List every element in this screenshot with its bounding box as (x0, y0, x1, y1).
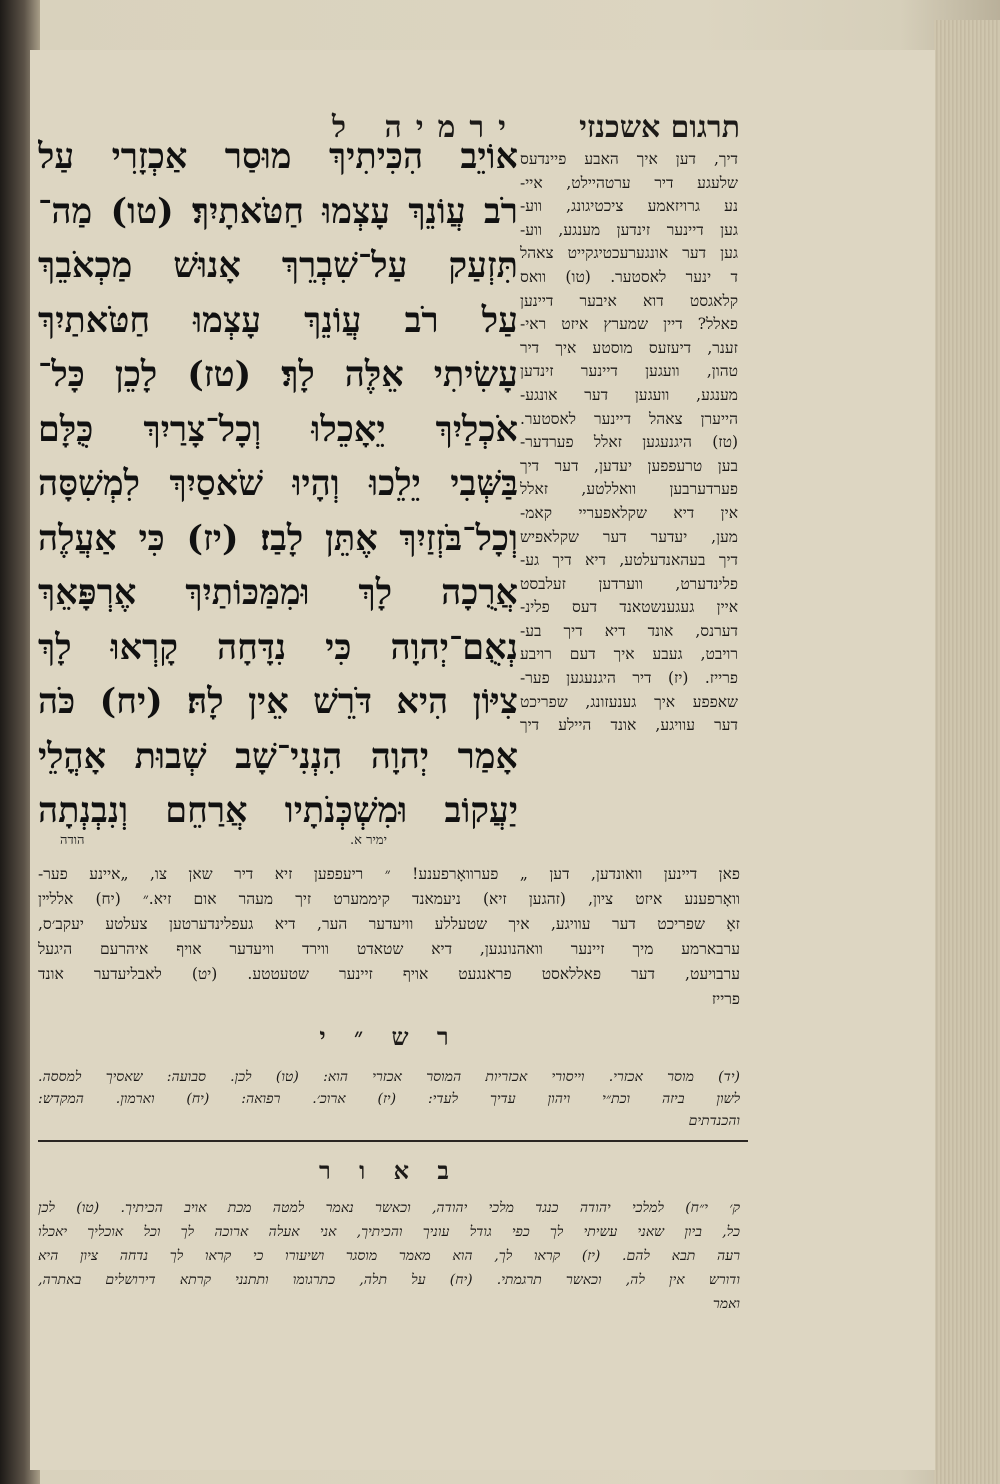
rashi-title: ר ש ״ י (319, 1022, 459, 1051)
rashi-line: והכנדתים (688, 1113, 740, 1129)
beur-line: ק׳ י״ח) למלכי יהודה כנגד מלכי יהודה, וכאשר נאמר למטה מכת אויב הכיתיך. (טו) לכן (38, 1200, 740, 1216)
yiddish-continuation-line: זאָ שפריכט דער עוויגע, איך שטעללע וויעדער הער, דיא געפלינדערטען צעלטע יעקב׳ס, (38, 915, 740, 933)
hebrew-line: אֹכְלַיִךְ יֵאָכֵלוּ וְכָל־צָרַיִךְ כֻּלָּם (38, 408, 518, 450)
yiddish-line: נע גרויזאמע ציכטיגונג, ווע- (520, 197, 738, 216)
rashi-line: לשון ביזה וכת״י ויהון עדיך לעדי: (יז) ארוכ׳. רפואה: (יח) וארמון. המקדש: (38, 1091, 740, 1107)
hebrew-line: עָשִׂיתִי אֵלֶּה לָךְ׃ (טז) לָכֵן כָּל־ (38, 354, 518, 395)
beur-title: ב א ו ר (319, 1156, 459, 1185)
yiddish-line: רויבט, געבע איך דעם רויבע (520, 645, 738, 664)
yiddish-line: גען דיינער זינדען מענגע, ווע- (520, 220, 738, 239)
yiddish-line: זענר, דיעזעס מוסטע איך דיר (520, 338, 738, 357)
beur-line: ואמר (712, 1296, 740, 1312)
hebrew-line: רֹב עֲוֹנֵךְ עָצְמוּ חַטֹּאתָיִךְ׃ (טו) מַה־ (38, 190, 518, 232)
beur-line: רעה תבא להם. (יז) קראו לך, הוא מאמר מוסגר ושיעורו כי קראו לך נדחה ציון היא (38, 1248, 740, 1264)
hebrew-text-column (38, 130, 518, 830)
page-fore-edge (934, 20, 1000, 1484)
yiddish-continuation-line: ערבויעט, דער פאללאסט פראנגעט אויף זיינער שטעטטע. (יט) לאבליעדער אונד (38, 965, 740, 983)
beur-line: כל, ביון שאני עשיתי לך כפי גודל עוניך והכיתיך, אני אעלה ארוכה לך וכל אוכליך יאכלו (38, 1224, 740, 1240)
yiddish-line: אין דיא שקלאפעריי קאמ- (520, 503, 738, 522)
yiddish-continuation-line: ערבארמע מיך זיינער וואהנונגען, דיא שטאדט ווירד וויעדער אויף איהרעם היגעל (38, 940, 740, 958)
yiddish-line: פלינדערט, ווערדען זעלבסט (520, 574, 738, 593)
beur-commentary-block (38, 1196, 740, 1316)
running-header-translation: תרגום אשכנזי (579, 110, 740, 145)
hebrew-line: צִיּוֹן הִיא דֹּרֵשׁ אֵין לָהּ׃ (יח) כֹּה (38, 681, 518, 722)
yiddish-line: (טז) היגנעגען זאלל פערדער- (520, 433, 738, 452)
yiddish-line: דיך, דען איך האבע פיינדעס (520, 150, 738, 168)
running-header-book: ירמיה ל (332, 110, 520, 145)
rashi-commentary-block (38, 1066, 740, 1132)
yiddish-line: פאלל? דיין שמערץ איזט ראי- (520, 315, 738, 334)
yiddish-continuation-line: פאן דיינען וואונדען, דען „ פערוואָרפענע! ״ ריעפפען זיא דיר שאן צו, „איינע פער- (38, 865, 740, 883)
catchword-middle: ימיר א. (350, 833, 387, 848)
catchword-left: הודה (60, 833, 85, 848)
yiddish-line: דיך בעהאנדעלטע, דיא דיך גע- (520, 551, 738, 570)
yiddish-line: מענגע, וועגען דער אונגע- (520, 385, 738, 404)
hebrew-line: תִּזְעַק עַל־שִׁבְרֵךְ אָנוּשׁ מַכְאֹבֵךְ (38, 245, 518, 286)
yiddish-line: מען, יעדער דער שקלאפיש (520, 527, 738, 546)
yiddish-line: שלעגע דיר ערטהיילט, איי- (520, 173, 738, 192)
yiddish-line: בען טרעפפען יעדען, דער דיך (520, 456, 738, 475)
hebrew-line: אֲרֻכָה לָךְ וּמִמַּכּוֹתַיִךְ אֶרְפָּאֵךְ (38, 572, 518, 613)
yiddish-line: שאפפע איך גענעזונג, שפריכט (520, 692, 738, 711)
yiddish-line: טהון, וועגען דיינער זינדען (520, 362, 738, 381)
yiddish-line: ד ינער לאסטער. (טו) וואס (520, 267, 738, 286)
yiddish-line: דער עוויגע, אונד היילע דיך (520, 716, 738, 735)
hebrew-line: וְכָל־בֹּזְזַיִךְ אֶתֵּן לָבַז׃ (יז) כִּי אַעֲלֶה (38, 517, 518, 559)
yiddish-line: הייערן צאהל דיינער לאסטער. (520, 409, 738, 428)
hebrew-line: עַל רֹב עֲוֹנֵךְ עָצְמוּ חַטֹּאתַיִךְ (38, 299, 518, 341)
yiddish-line: גען דער אונגערעכטיגקייט צאהל (520, 244, 738, 263)
yiddish-line: איין געגענשטאנד דעס פלינ- (520, 598, 738, 617)
rashi-line: (יד) מוסר אכזרי. וייסורי אכזריות המוסר אכזרי הוא: (טו) לכן. סבועה: שאסיך למססה. (38, 1069, 740, 1085)
yiddish-line: פערדערבען וואללטע, זאלל (520, 480, 738, 499)
hebrew-line: בַּשְּׁבִי יֵלֵכוּ וְהָיוּ שֹׁאסַיִךְ לִמְשִׁסָּה (38, 463, 518, 504)
hebrew-line: אוֹיֵב הִכִּיתִיךְ מוּסַר אַכְזָרִי עַל (38, 136, 518, 177)
yiddish-line: קלאגסט דוא איבער דיינען (520, 291, 738, 310)
yiddish-line: דערנס, אונד דיא דיך בע- (520, 621, 738, 640)
yiddish-line: פרייז. (יז) דיר היגנעגען פער- (520, 669, 738, 688)
beur-line: ודורש אין לה, וכאשר תרגמתי. (יח) על תלה, כתרגומו ותתנני קרתא דירושלים באתרה, (38, 1272, 740, 1288)
hebrew-line: נְאֻם־יְהוָה כִּי נִדָּחָה קָרְאוּ לָךְ (38, 626, 518, 668)
hebrew-line: אָמַר יְהוָה הִנְנִי־שָׁב שְׁבוּת אָהֳלֵי (38, 735, 518, 777)
section-divider (38, 1140, 748, 1142)
yiddish-translation-column (520, 148, 738, 868)
yiddish-continuation-line: פרייז (711, 990, 740, 1008)
hebrew-line: יַעֲקוֹב וּמִשְׁכְּנֹתָיו אֲרַחֵם וְנִבְנְתָה (38, 790, 518, 830)
yiddish-continuation-line: וואָרפענע איזט ציון, (זהגען זיא) ניעמאנד קיממערט זיך מעהר אום זיא.״ (יח) אללײן (38, 890, 740, 908)
yiddish-continuation-block (38, 862, 740, 1012)
